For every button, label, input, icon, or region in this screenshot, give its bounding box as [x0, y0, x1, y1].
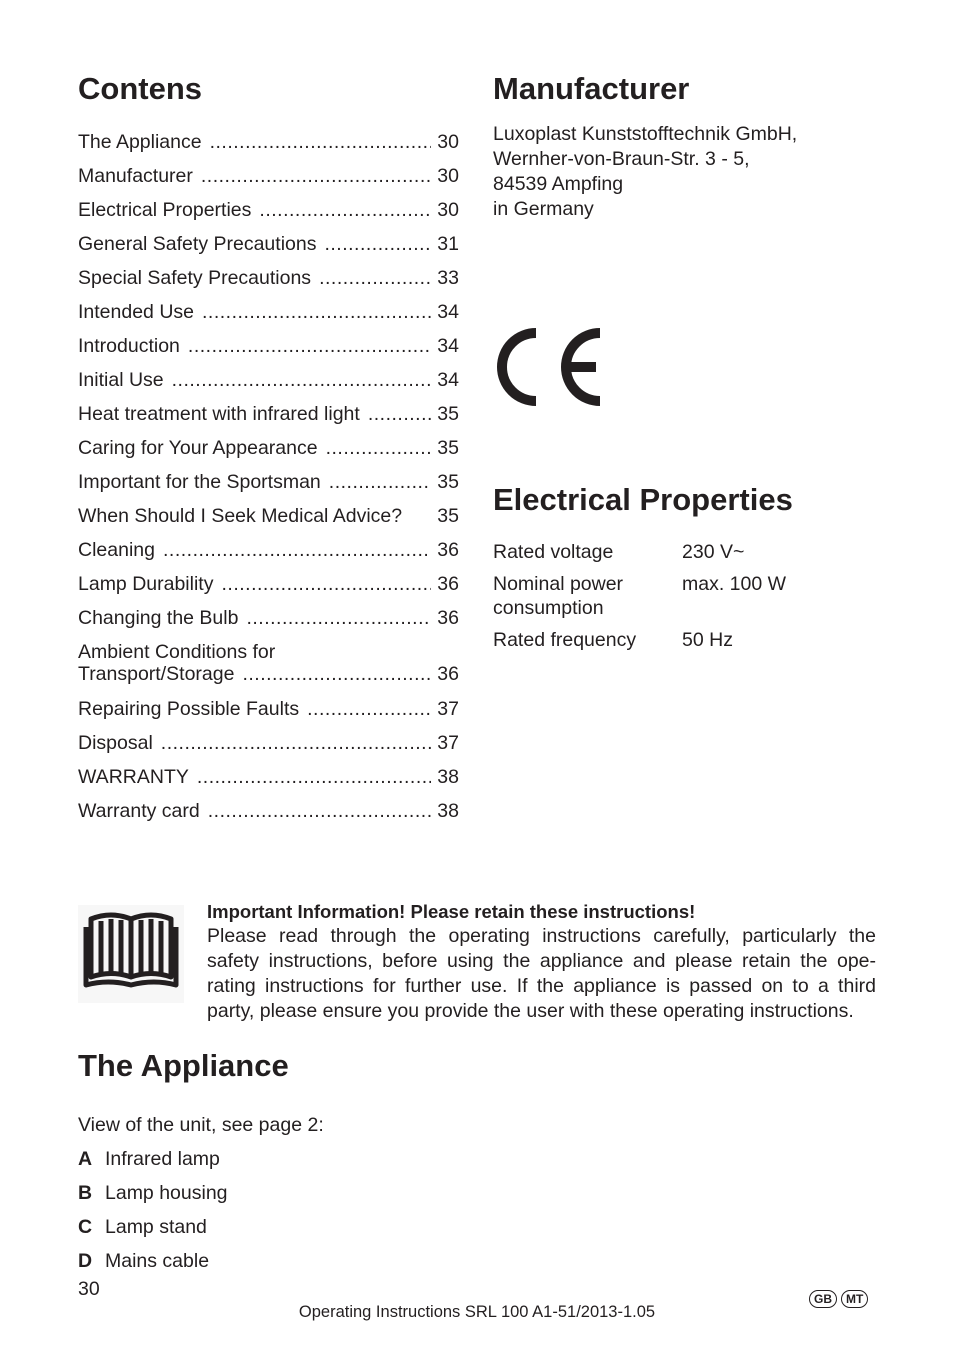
footer-text: Operating Instructions SRL 100 A1-51/2013-1.05: [298, 1303, 656, 1321]
toc-entry-label: General Safety Precautions: [78, 233, 317, 255]
electrical-table: [493, 540, 786, 659]
toc-leader: [307, 698, 431, 720]
toc-leader: [172, 369, 432, 391]
toc-entry-label: Disposal: [78, 732, 153, 754]
toc-entry[interactable]: [78, 403, 459, 437]
toc-entry-page: 35: [437, 471, 459, 493]
part-key: A: [78, 1147, 93, 1170]
notice-heading: Important Information! Please retain these instructions!: [207, 901, 696, 922]
toc-leader: [197, 766, 431, 788]
part-label: Lamp stand: [105, 1215, 207, 1238]
contents-title: Contens: [78, 71, 202, 106]
toc-entry[interactable]: [78, 369, 459, 403]
toc-entry-label: Warranty card: [78, 800, 200, 822]
toc-entry[interactable]: [78, 301, 459, 335]
spec-label: Rated frequency: [493, 628, 637, 651]
toc-leader: [319, 267, 431, 289]
toc-entry[interactable]: [78, 505, 459, 539]
toc-leader: [259, 199, 431, 221]
toc-entry-page: 30: [437, 199, 459, 221]
toc-entry-label: Heat treatment with infrared light: [78, 403, 360, 425]
toc-entry[interactable]: [78, 766, 459, 800]
toc-entry-page: 35: [437, 505, 459, 527]
toc-leader: [210, 131, 432, 153]
toc-leader: [202, 301, 431, 323]
spec-row: [493, 540, 786, 565]
toc-entry[interactable]: [78, 607, 459, 641]
toc-entry-page: 33: [437, 267, 459, 289]
table-of-contents: [78, 131, 459, 834]
toc-entry-page: 30: [437, 165, 459, 187]
toc-leader: [221, 573, 431, 595]
open-book-icon: [78, 905, 184, 1003]
part-key: C: [78, 1215, 93, 1238]
toc-leader: [368, 403, 431, 425]
toc-entry-label: Special Safety Precautions: [78, 267, 312, 289]
toc-entry[interactable]: [78, 131, 459, 165]
spec-value: 50 Hz: [682, 628, 733, 651]
toc-entry-label: WARRANTY: [78, 766, 189, 788]
spec-label: Rated voltage: [493, 541, 614, 563]
address-line: Luxoplast Kunststofftechnik GmbH,: [493, 123, 798, 145]
part-label: Mains cable: [105, 1249, 210, 1272]
toc-entry-label: Repairing Possible Faults: [78, 698, 300, 720]
appliance-title: The Appliance: [78, 1048, 289, 1083]
manufacturer-title: Manufacturer: [493, 71, 690, 106]
toc-entry-label: The Appliance: [78, 131, 202, 153]
toc-entry-page: 36: [437, 539, 459, 561]
toc-leader: [201, 165, 431, 187]
toc-entry-label: Ambient Conditions for: [78, 641, 276, 663]
toc-entry-page: 38: [437, 766, 459, 788]
toc-leader: [326, 437, 432, 459]
toc-entry-page: 37: [437, 698, 459, 720]
toc-entry-page: 37: [437, 732, 459, 754]
part-key: B: [78, 1181, 93, 1204]
page-number: 30: [78, 1278, 100, 1300]
toc-entry-page: 34: [437, 301, 459, 323]
appliance-intro: View of the unit, see page 2:: [78, 1113, 324, 1136]
manufacturer-address: [493, 122, 797, 222]
toc-entry-page: 31: [437, 233, 459, 255]
toc-entry[interactable]: [78, 698, 459, 732]
toc-leader: [324, 233, 431, 255]
toc-entry[interactable]: [78, 471, 459, 505]
toc-entry-label: Intended Use: [78, 301, 195, 323]
list-item: [78, 1142, 324, 1176]
toc-entry-label: Initial Use: [78, 369, 164, 391]
address-line: in Germany: [493, 198, 594, 220]
list-item: [78, 1210, 324, 1244]
toc-leader: [163, 539, 431, 561]
part-label: Infrared lamp: [105, 1147, 220, 1170]
toc-entry[interactable]: [78, 199, 459, 233]
toc-entry-label: When Should I Seek Medical Advice?: [78, 505, 403, 527]
toc-entry-label: Electrical Properties: [78, 199, 252, 221]
toc-leader: [161, 732, 432, 754]
toc-leader: [208, 800, 432, 822]
toc-leader: [329, 471, 432, 493]
language-badge-gb: GB: [809, 1290, 837, 1308]
electrical-title: Electrical Properties: [493, 482, 793, 517]
toc-entry-page: 36: [437, 607, 459, 629]
toc-entry[interactable]: [78, 732, 459, 766]
part-label: Lamp housing: [105, 1181, 228, 1204]
appliance-parts: [78, 1108, 324, 1278]
toc-leader: [246, 607, 431, 629]
toc-entry-page: 34: [437, 369, 459, 391]
toc-entry[interactable]: [78, 437, 459, 471]
toc-entry-label: Changing the Bulb: [78, 607, 239, 629]
toc-entry-label: Important for the Sportsman: [78, 471, 321, 493]
toc-leader: [188, 335, 431, 357]
toc-entry-page: 38: [437, 800, 459, 822]
spec-value: max. 100 W: [682, 572, 787, 595]
spec-row: [493, 572, 786, 621]
toc-entry[interactable]: [78, 800, 459, 834]
toc-entry[interactable]: [78, 539, 459, 573]
toc-entry-page: 35: [437, 403, 459, 425]
toc-entry[interactable]: [78, 165, 459, 199]
spec-row: [493, 628, 786, 653]
notice-body: Please read through the operating instructions carefully, particularly the safety instructions, before using the appliance and please retain the ope-rating instructions for further use. If the appliance is passed on to a third party, please ensure you provide the user with these operating instructions.: [207, 925, 876, 1022]
part-key: D: [78, 1249, 93, 1272]
toc-entry[interactable]: [78, 573, 459, 607]
toc-entry-label: Introduction: [78, 335, 180, 357]
toc-entry[interactable]: [78, 641, 459, 698]
language-badge-mt: MT: [841, 1290, 868, 1308]
spec-value: 230 V~: [682, 541, 745, 563]
address-line: Wernher-von-Braun-Str. 3 - 5,: [493, 148, 750, 170]
address-line: 84539 Ampfing: [493, 173, 624, 195]
toc-entry-page: 36: [437, 573, 459, 595]
toc-entry-label: Manufacturer: [78, 165, 193, 187]
important-notice: [207, 899, 876, 1024]
list-item: [78, 1176, 324, 1210]
toc-entry[interactable]: [78, 267, 459, 301]
toc-entry-page: 34: [437, 335, 459, 357]
toc-entry-page: 30: [437, 131, 459, 153]
toc-entry-page: 35: [437, 437, 459, 459]
toc-entry-label: Caring for Your Appearance: [78, 437, 318, 459]
list-item: [78, 1244, 324, 1278]
toc-entry-label: Cleaning: [78, 539, 155, 561]
toc-leader: [242, 663, 431, 685]
toc-entry[interactable]: [78, 335, 459, 369]
toc-entry[interactable]: [78, 233, 459, 267]
toc-entry-label: Lamp Durability: [78, 573, 214, 595]
ce-mark-icon: [488, 325, 606, 409]
language-badges: [809, 1290, 868, 1308]
toc-entry-page: 36: [437, 663, 459, 685]
spec-label: Nominal power consumption: [493, 572, 624, 619]
toc-entry-label-line2: Transport/Storage: [78, 663, 235, 685]
